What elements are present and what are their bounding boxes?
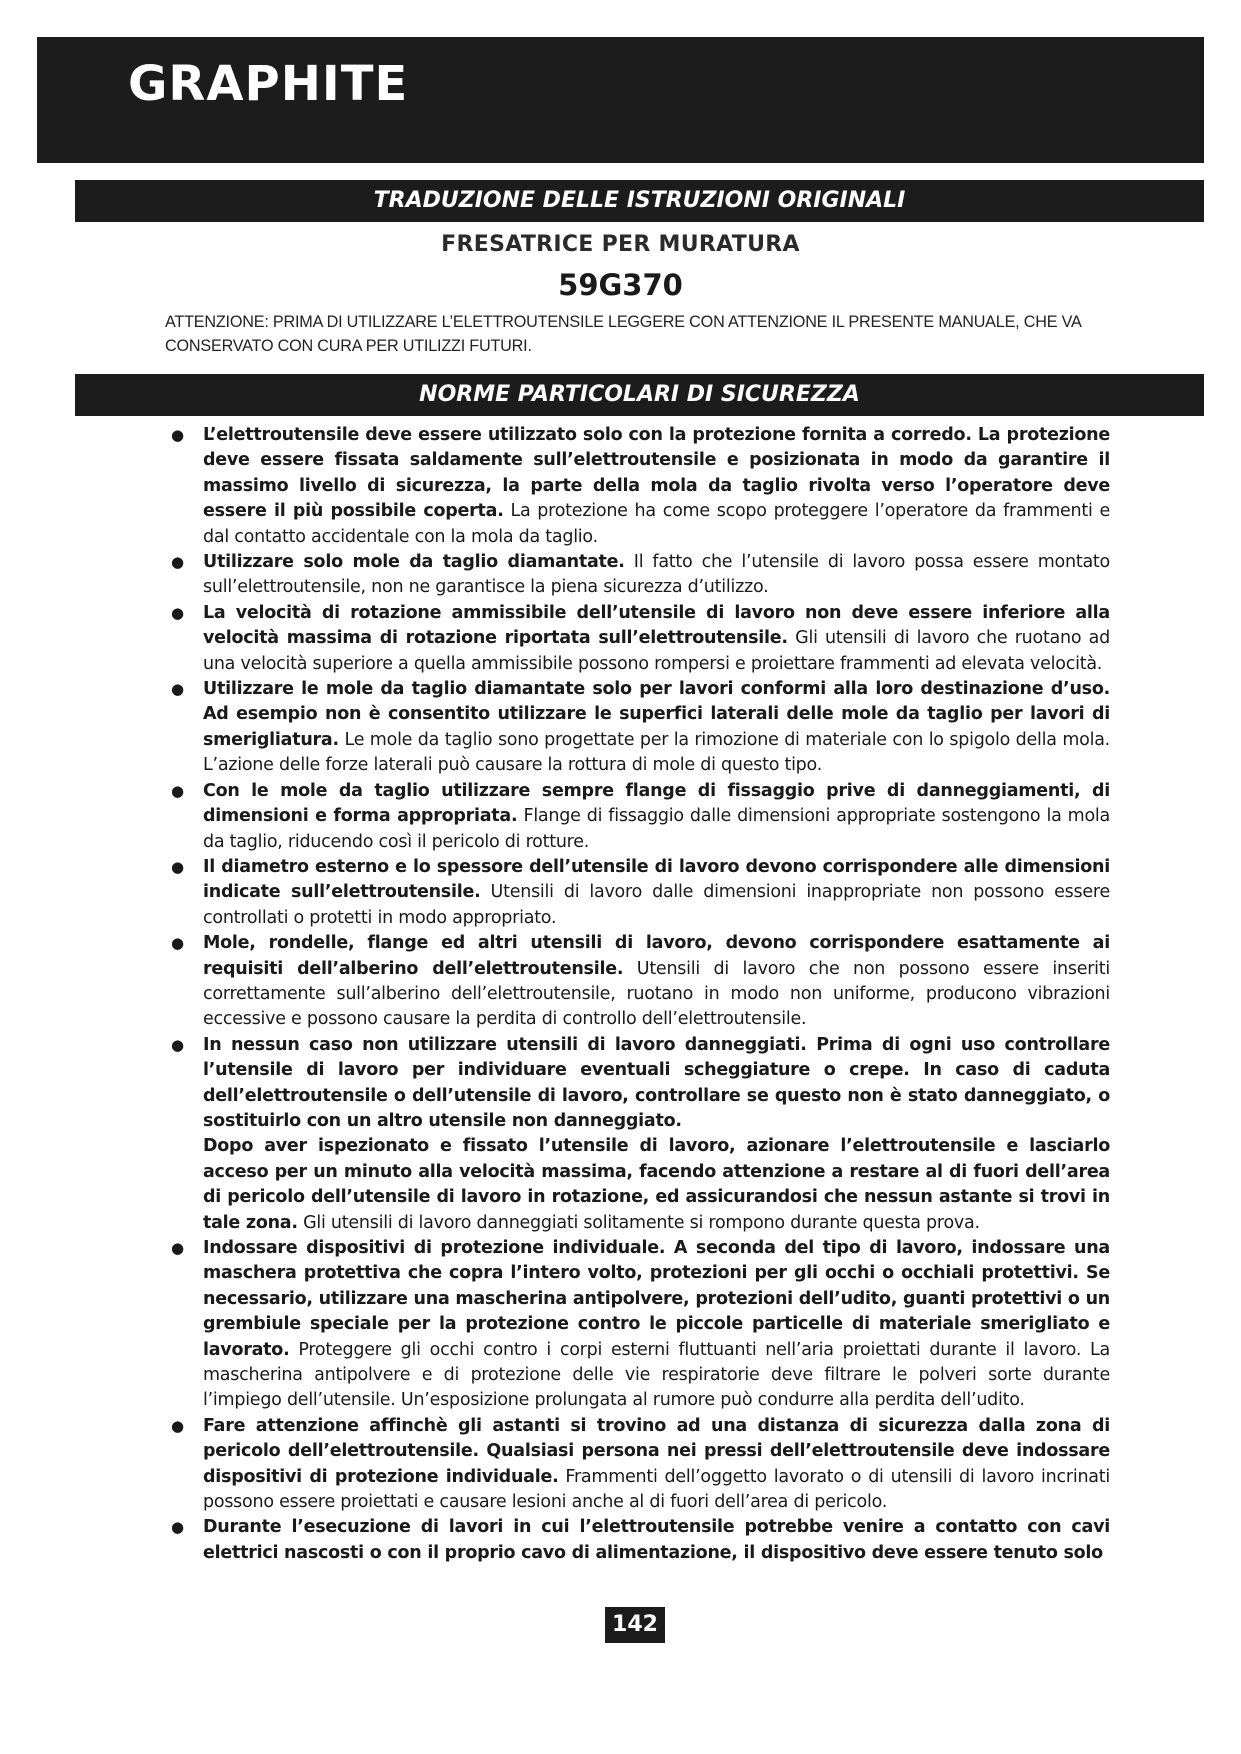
rule-bold: In nessun caso non utilizzare utensili di lavoro danneggiati. Prima di ogni uso controllare l’utensile di lavoro per individuare eventuali scheggiature o crepe. In caso di caduta dell’elettroutensile o dell’utensile di lavoro, controllare se questo non è stato danneggiato, o sostituirlo con un altro utensile non danneggiato. <box>203 1034 1110 1131</box>
list-item <box>165 550 1110 601</box>
section-bar <box>75 374 1204 416</box>
rule-bold: Indossare dispositivi di protezione individuale. A seconda del tipo di lavoro, indossare una maschera protettiva che copra l’intero volto, protezioni per gli occhi o occhiali protettivi. Se necessario, utilizzare una mascherina antipolvere, protezioni dell’udito, guanti protettivi o un grembiule speciale per la protezione contro le piccole particelle di materiale smerigliato e lavorato. <box>203 1238 1110 1360</box>
rule-text: Frammenti dell’oggetto lavorato o di utensili di lavoro incrinati possono essere proiettati e causare lesioni anche al di fuori dell’area di pericolo. <box>203 1466 1110 1513</box>
list-item <box>165 779 1110 855</box>
list-item <box>165 423 1110 550</box>
list-item <box>165 1414 1110 1516</box>
bullet-icon: ● <box>171 857 184 876</box>
rule-text: Flange di fissaggio dalle dimensioni appropriate sostengono la mola da taglio, riducendo così il pericolo di rotture. <box>203 806 1110 852</box>
title-bar <box>75 180 1204 222</box>
bullet-icon: ● <box>171 1035 184 1054</box>
rule-text: Proteggere gli occhi contro i corpi esterni fluttuanti nell’aria proiettati durante il lavoro. La mascherina antipolvere e di protezione delle vie respiratorie deve filtrare le polveri sorte durante l’impiego dell’utensile. Un’esposizione prolungata al rumore può condurre alla perdita dell’udito. <box>203 1339 1110 1411</box>
list-item <box>165 677 1110 779</box>
list-item <box>165 855 1110 931</box>
bullet-icon: ● <box>171 603 184 622</box>
rule-bold: Mole, rondelle, flange ed altri utensili di lavoro, devono corrispondere esattamente ai requisiti dell’alberino dell’elettroutensile. <box>203 933 1110 979</box>
list-item <box>165 931 1110 1033</box>
rule-bold: Utilizzare le mole da taglio diamantate solo per lavori conformi alla loro destinazione d’uso. Ad esempio non è consentito utilizzare le superfici laterali delle mole da taglio per lavori di smerigliatura. <box>203 679 1110 750</box>
bullet-icon: ● <box>171 553 184 572</box>
bullet-icon: ● <box>171 1518 184 1537</box>
rule-bold: Fare attenzione affinchè gli astanti si trovino ad una distanza di sicurezza dalla zona di pericolo dell’elettroutensile. Qualsiasi persona nei pressi dell’elettroutensile deve indossare dispositivi di protezione individuale. <box>203 1415 1110 1487</box>
bullet-icon: ● <box>171 1416 184 1435</box>
list-item <box>165 1236 1110 1414</box>
bullet-icon: ● <box>171 781 184 800</box>
rule-bold: Utilizzare solo mole da taglio diamantate. <box>203 552 625 573</box>
rule-text: Il fatto che l’utensile di lavoro possa essere montato sull’elettroutensile, non ne garantisce la piena sicurezza d’utilizzo. <box>203 552 1110 598</box>
document-title: TRADUZIONE DELLE ISTRUZIONI ORIGINALI <box>373 188 906 213</box>
list-item <box>165 601 1110 677</box>
rule-bold: Durante l’esecuzione di lavori in cui l’elettroutensile potrebbe venire a contatto con cavi elettrici nascosti o con il proprio cavo di alimentazione, il dispositivo deve essere tenuto solo <box>203 1517 1110 1563</box>
list-item <box>165 1033 1110 1236</box>
rule-text: Gli utensili di lavoro che ruotano ad una velocità superiore a quella ammissibile possono rompersi e proiettare frammenti ad elevata velocità. <box>203 628 1110 674</box>
rule-text: Utensili di lavoro dalle dimensioni inappropriate non possono essere controllati o protetti in modo appropriato. <box>203 882 1110 928</box>
rule-bold: Con le mole da taglio utilizzare sempre flange di fissaggio prive di danneggiamenti, di dimensioni e forma appropriata. <box>203 780 1110 827</box>
rule-text: Le mole da taglio sono progettate per la rimozione di materiale con lo spigolo della mola. L’azione delle forze laterali può causare la rottura di mole di questo tipo. <box>203 729 1110 776</box>
graphite-logo: GRAPHITE <box>128 56 409 112</box>
section-title: NORME PARTICOLARI DI SICUREZZA <box>419 382 860 407</box>
bullet-icon: ● <box>171 934 184 953</box>
rule-bold: L’elettroutensile deve essere utilizzato solo con la protezione fornita a corredo. La protezione deve essere fissata saldamente sull’elettroutensile e posizionata in modo da garantire il massimo livello di sicurezza, la parte della mola da taglio rivolta verso l’operatore deve essere il più possibile coperta. <box>203 425 1110 522</box>
list-item <box>165 1515 1110 1566</box>
model-number: 59G370 <box>558 268 683 302</box>
safety-rules-list <box>165 423 1110 1566</box>
bullet-icon: ● <box>171 426 184 444</box>
product-name: FRESATRICE PER MURATURA <box>441 232 800 257</box>
rule-text: La protezione ha come scopo proteggere l’operatore da frammenti e dal contatto accidentale con la mola da taglio. <box>203 501 1110 547</box>
rule-text: Gli utensili di lavoro danneggiati solitamente si rompono durante questa prova. <box>297 1212 980 1233</box>
rule-bold: La velocità di rotazione ammissibile dell’utensile di lavoro non deve essere inferiore alla velocità massima di rotazione riportata sull’elettroutensile. <box>203 602 1110 649</box>
bullet-icon: ● <box>171 1239 184 1257</box>
bullet-icon: ● <box>171 680 184 699</box>
rule-bold-continued: Dopo aver ispezionato e fissato l’utensile di lavoro, azionare l’elettroutensile e lasciarlo acceso per un minuto alla velocità massima, facendo attenzione a restare al di fuori dell’area di pericolo dell’utensile di lavoro in rotazione, ed assicurandosi che nessun astante si trovi in tale zona. <box>203 1136 1110 1233</box>
rule-text: Utensili di lavoro che non possono essere inseriti correttamente sull’alberino dell’elettroutensile, ruotano in modo non uniforme, producono vibrazioni eccessive e possono causare la perdita di controllo dell’elettroutensile. <box>203 958 1110 1030</box>
page-number: 142 <box>605 1607 665 1643</box>
warning-text: ATTENZIONE: PRIMA DI UTILIZZARE L’ELETTROUTENSILE LEGGERE CON ATTENZIONE IL PRESENTE MANUALE, CHE VA CONSERVATO CON CURA PER UTILIZZI FUTURI. <box>165 313 1081 355</box>
rule-bold: Il diametro esterno e lo spessore dell’utensile di lavoro devono corrispondere alle dimensioni indicate sull’elettroutensile. <box>203 856 1110 903</box>
